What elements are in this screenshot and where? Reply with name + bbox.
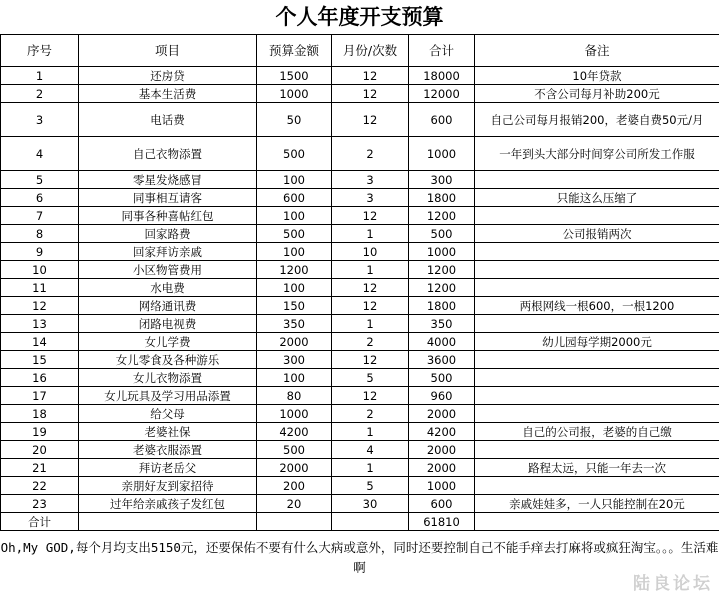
cell-item: 同事各种喜帖红包 bbox=[79, 207, 257, 225]
cell-times: 1 bbox=[332, 459, 409, 477]
cell-item: 老婆衣服添置 bbox=[79, 441, 257, 459]
total-subtotal: 61810 bbox=[409, 513, 475, 531]
cell-amount: 100 bbox=[257, 279, 332, 297]
cell-item: 回家拜访亲戚 bbox=[79, 243, 257, 261]
cell-subtotal: 500 bbox=[409, 225, 475, 243]
table-row bbox=[1, 459, 719, 477]
cell-amount: 500 bbox=[257, 441, 332, 459]
cell-note bbox=[475, 441, 719, 459]
cell-note: 一年到头大部分时间穿公司所发工作服 bbox=[475, 137, 719, 171]
table-row bbox=[1, 333, 719, 351]
cell-seq: 23 bbox=[1, 495, 79, 513]
table-row bbox=[1, 405, 719, 423]
cell-note: 亲戚娃娃多，一人只能控制在20元 bbox=[475, 495, 719, 513]
cell-note bbox=[475, 243, 719, 261]
cell-note bbox=[475, 207, 719, 225]
cell-seq: 15 bbox=[1, 351, 79, 369]
cell-times: 1 bbox=[332, 315, 409, 333]
cell-seq: 14 bbox=[1, 333, 79, 351]
cell-item: 还房贷 bbox=[79, 67, 257, 85]
cell-amount: 150 bbox=[257, 297, 332, 315]
table-row bbox=[1, 67, 719, 85]
cell-note: 10年贷款 bbox=[475, 67, 719, 85]
cell-subtotal: 18000 bbox=[409, 67, 475, 85]
cell-note bbox=[475, 315, 719, 333]
cell-subtotal: 1800 bbox=[409, 189, 475, 207]
table-row bbox=[1, 137, 719, 171]
cell-item: 零星发烧感冒 bbox=[79, 171, 257, 189]
cell-note bbox=[475, 369, 719, 387]
cell-seq: 17 bbox=[1, 387, 79, 405]
header-amount: 预算金额 bbox=[257, 35, 332, 67]
cell-amount: 1000 bbox=[257, 405, 332, 423]
cell-seq: 16 bbox=[1, 369, 79, 387]
cell-item: 同事相互请客 bbox=[79, 189, 257, 207]
cell-amount: 100 bbox=[257, 243, 332, 261]
cell-item: 基本生活费 bbox=[79, 85, 257, 103]
cell-seq: 18 bbox=[1, 405, 79, 423]
cell-subtotal: 1200 bbox=[409, 207, 475, 225]
table-row bbox=[1, 261, 719, 279]
cell-seq: 5 bbox=[1, 171, 79, 189]
cell-seq: 8 bbox=[1, 225, 79, 243]
cell-subtotal: 2000 bbox=[409, 441, 475, 459]
cell-subtotal: 4000 bbox=[409, 333, 475, 351]
cell-times: 2 bbox=[332, 333, 409, 351]
cell-note bbox=[475, 261, 719, 279]
forum-watermark: 陆良论坛 bbox=[633, 574, 713, 594]
cell-note bbox=[475, 477, 719, 495]
cell-item: 女儿零食及各种游乐 bbox=[79, 351, 257, 369]
cell-amount: 200 bbox=[257, 477, 332, 495]
cell-times: 3 bbox=[332, 171, 409, 189]
cell-times: 12 bbox=[332, 207, 409, 225]
table-row bbox=[1, 279, 719, 297]
cell-amount: 350 bbox=[257, 315, 332, 333]
cell-item: 回家路费 bbox=[79, 225, 257, 243]
cell-subtotal: 3600 bbox=[409, 351, 475, 369]
cell-times: 12 bbox=[332, 67, 409, 85]
table-row bbox=[1, 315, 719, 333]
cell-seq: 13 bbox=[1, 315, 79, 333]
cell-subtotal: 300 bbox=[409, 171, 475, 189]
cell-subtotal: 1000 bbox=[409, 477, 475, 495]
cell-seq: 19 bbox=[1, 423, 79, 441]
cell-amount: 1500 bbox=[257, 67, 332, 85]
cell-item: 网络通讯费 bbox=[79, 297, 257, 315]
cell-amount: 20 bbox=[257, 495, 332, 513]
table-row bbox=[1, 207, 719, 225]
cell-item: 女儿衣物添置 bbox=[79, 369, 257, 387]
cell-amount: 500 bbox=[257, 137, 332, 171]
cell-times: 1 bbox=[332, 225, 409, 243]
cell-item: 女儿玩具及学习用品添置 bbox=[79, 387, 257, 405]
cell-subtotal: 600 bbox=[409, 495, 475, 513]
total-label: 合计 bbox=[1, 513, 79, 531]
cell-item: 女儿学费 bbox=[79, 333, 257, 351]
cell-note bbox=[475, 279, 719, 297]
cell-times: 2 bbox=[332, 137, 409, 171]
cell-times: 12 bbox=[332, 297, 409, 315]
cell-seq: 7 bbox=[1, 207, 79, 225]
cell-times: 4 bbox=[332, 441, 409, 459]
cell-subtotal: 4200 bbox=[409, 423, 475, 441]
cell-note: 路程太远，只能一年去一次 bbox=[475, 459, 719, 477]
cell-seq: 4 bbox=[1, 137, 79, 171]
table-row bbox=[1, 369, 719, 387]
cell-times: 3 bbox=[332, 189, 409, 207]
cell-seq: 21 bbox=[1, 459, 79, 477]
total-empty-times bbox=[332, 513, 409, 531]
cell-seq: 10 bbox=[1, 261, 79, 279]
table-row bbox=[1, 441, 719, 459]
cell-seq: 11 bbox=[1, 279, 79, 297]
budget-table bbox=[0, 34, 719, 531]
cell-times: 12 bbox=[332, 279, 409, 297]
cell-amount: 1200 bbox=[257, 261, 332, 279]
header-subtotal: 合计 bbox=[409, 35, 475, 67]
table-row bbox=[1, 297, 719, 315]
cell-subtotal: 1200 bbox=[409, 279, 475, 297]
cell-note bbox=[475, 171, 719, 189]
cell-amount: 1000 bbox=[257, 85, 332, 103]
cell-subtotal: 1000 bbox=[409, 243, 475, 261]
header-item: 项目 bbox=[79, 35, 257, 67]
cell-times: 12 bbox=[332, 387, 409, 405]
cell-times: 12 bbox=[332, 85, 409, 103]
cell-subtotal: 2000 bbox=[409, 459, 475, 477]
cell-note bbox=[475, 405, 719, 423]
cell-subtotal: 500 bbox=[409, 369, 475, 387]
cell-seq: 12 bbox=[1, 297, 79, 315]
table-row bbox=[1, 171, 719, 189]
cell-amount: 500 bbox=[257, 225, 332, 243]
cell-subtotal: 1200 bbox=[409, 261, 475, 279]
cell-times: 30 bbox=[332, 495, 409, 513]
cell-item: 小区物管费用 bbox=[79, 261, 257, 279]
cell-seq: 3 bbox=[1, 103, 79, 137]
header-seq: 序号 bbox=[1, 35, 79, 67]
cell-item: 给父母 bbox=[79, 405, 257, 423]
cell-amount: 2000 bbox=[257, 459, 332, 477]
cell-seq: 2 bbox=[1, 85, 79, 103]
cell-item: 老婆社保 bbox=[79, 423, 257, 441]
table-row bbox=[1, 387, 719, 405]
table-row bbox=[1, 243, 719, 261]
table-row bbox=[1, 85, 719, 103]
cell-note: 自己公司每月报销200，老婆自费50元/月 bbox=[475, 103, 719, 137]
table-row bbox=[1, 495, 719, 513]
cell-amount: 100 bbox=[257, 171, 332, 189]
cell-subtotal: 960 bbox=[409, 387, 475, 405]
cell-amount: 4200 bbox=[257, 423, 332, 441]
cell-item: 亲朋好友到家招待 bbox=[79, 477, 257, 495]
cell-amount: 600 bbox=[257, 189, 332, 207]
cell-subtotal: 1000 bbox=[409, 137, 475, 171]
cell-subtotal: 2000 bbox=[409, 405, 475, 423]
cell-times: 1 bbox=[332, 423, 409, 441]
table-body bbox=[1, 67, 719, 513]
cell-subtotal: 600 bbox=[409, 103, 475, 137]
cell-times: 2 bbox=[332, 405, 409, 423]
table-row bbox=[1, 103, 719, 137]
cell-item: 自己衣物添置 bbox=[79, 137, 257, 171]
cell-note: 幼儿园每学期2000元 bbox=[475, 333, 719, 351]
cell-amount: 2000 bbox=[257, 333, 332, 351]
cell-subtotal: 350 bbox=[409, 315, 475, 333]
cell-note: 只能这么压缩了 bbox=[475, 189, 719, 207]
cell-item: 过年给亲戚孩子发红包 bbox=[79, 495, 257, 513]
cell-times: 12 bbox=[332, 103, 409, 137]
header-row bbox=[1, 35, 719, 67]
cell-note: 公司报销两次 bbox=[475, 225, 719, 243]
cell-seq: 1 bbox=[1, 67, 79, 85]
cell-amount: 100 bbox=[257, 369, 332, 387]
cell-seq: 20 bbox=[1, 441, 79, 459]
cell-amount: 80 bbox=[257, 387, 332, 405]
header-times: 月份/次数 bbox=[332, 35, 409, 67]
table-row bbox=[1, 477, 719, 495]
cell-subtotal: 1800 bbox=[409, 297, 475, 315]
cell-times: 12 bbox=[332, 351, 409, 369]
cell-times: 1 bbox=[332, 261, 409, 279]
cell-amount: 100 bbox=[257, 207, 332, 225]
cell-item: 水电费 bbox=[79, 279, 257, 297]
table-row bbox=[1, 189, 719, 207]
cell-amount: 300 bbox=[257, 351, 332, 369]
cell-note bbox=[475, 387, 719, 405]
cell-times: 5 bbox=[332, 477, 409, 495]
table-row bbox=[1, 351, 719, 369]
summary-text: Oh,My GOD,每个月均支出5150元，还要保佑不要有什么大病或意外，同时还要控制自己不能手痒去打麻将或疯狂淘宝。。。生活难啊 bbox=[0, 540, 719, 575]
total-empty-item bbox=[79, 513, 257, 531]
cell-seq: 9 bbox=[1, 243, 79, 261]
cell-item: 闭路电视费 bbox=[79, 315, 257, 333]
cell-note: 两根网线一根600，一根1200 bbox=[475, 297, 719, 315]
sheet-title: 个人年度开支预算 bbox=[275, 4, 444, 29]
header-note: 备注 bbox=[475, 35, 719, 67]
table-row bbox=[1, 225, 719, 243]
cell-subtotal: 12000 bbox=[409, 85, 475, 103]
total-empty-note bbox=[475, 513, 719, 531]
total-row bbox=[1, 513, 719, 531]
cell-amount: 50 bbox=[257, 103, 332, 137]
cell-seq: 6 bbox=[1, 189, 79, 207]
cell-note: 自己的公司报，老婆的自己缴 bbox=[475, 423, 719, 441]
total-empty-amount bbox=[257, 513, 332, 531]
table-row bbox=[1, 423, 719, 441]
cell-note bbox=[475, 351, 719, 369]
cell-times: 10 bbox=[332, 243, 409, 261]
cell-note: 不含公司每月补助200元 bbox=[475, 85, 719, 103]
cell-seq: 22 bbox=[1, 477, 79, 495]
cell-item: 拜访老岳父 bbox=[79, 459, 257, 477]
cell-item: 电话费 bbox=[79, 103, 257, 137]
cell-times: 5 bbox=[332, 369, 409, 387]
